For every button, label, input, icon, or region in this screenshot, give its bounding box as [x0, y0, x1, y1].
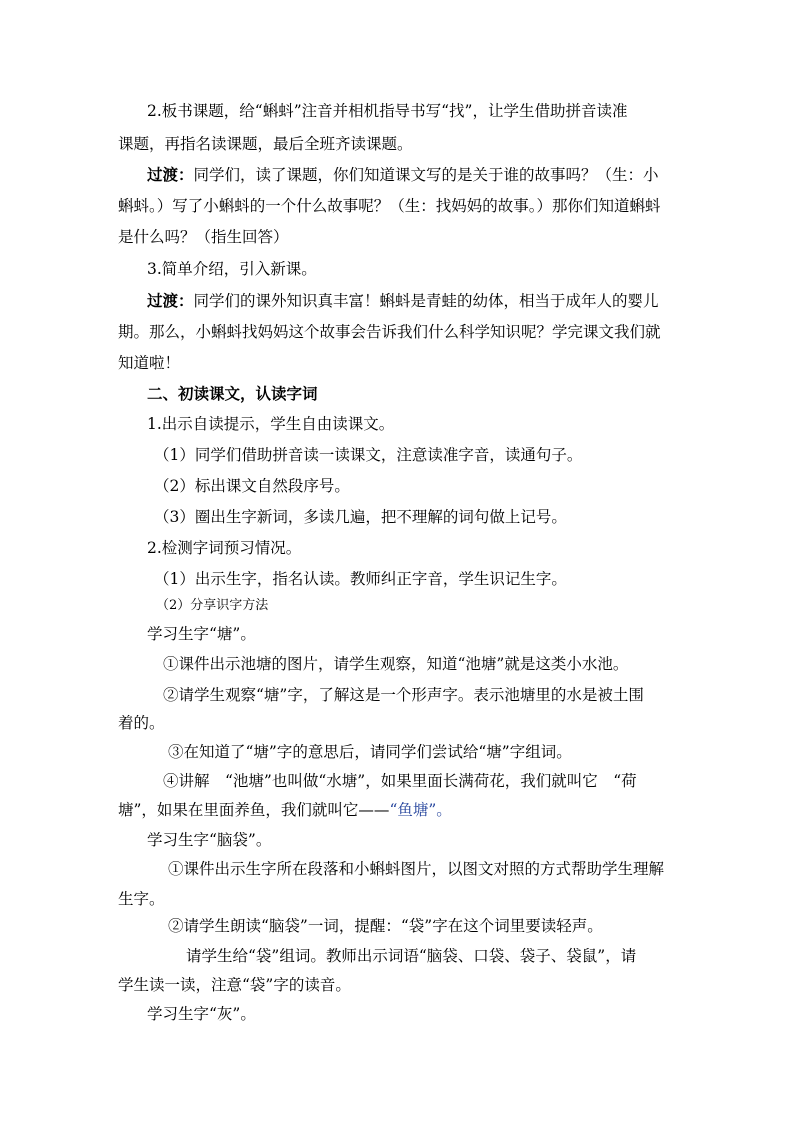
tang-item1: ①课件出示池塘的图片，请学生观察，知道“池塘”就是这类小水池。 — [163, 655, 629, 673]
p1-line1: 2.板书课题，给“蝌蚪”注音并相机指导书写“找”，让学生借助拼音读准 — [147, 102, 628, 120]
s2-line2: （1）同学们借助拼音读一读课文，注意读准字音，读通句子。 — [154, 446, 583, 464]
p3-line1: 3.简单介绍，引入新课。 — [147, 260, 317, 278]
s2-line6: （1）出示生字，指名认读。教师纠正字音，学生识记生字。 — [154, 570, 567, 588]
naodai-item3-line1: 请学生给“袋”组词。教师出示词语“脑袋、口袋、袋子、袋鼠”，请 — [186, 947, 637, 965]
tang-item2-line1: ②请学生观察“塘”字，了解这是一个形声字。表示池塘里的水是被土围 — [163, 686, 644, 704]
section-heading: 二、初读课文，认读字词 — [147, 384, 318, 403]
p4-line1-text: 同学们的课外知识真丰富！蝌蚪是青蛙的幼体，相当于成年人的婴儿 — [193, 292, 659, 310]
s2-line1: 1.出示自读提示，学生自由读课文。 — [147, 415, 395, 433]
tang-item4-text: 塘”，如果在里面养鱼，我们就叫它—— — [118, 801, 390, 819]
naodai-item3-line2: 学生读一读，注意“袋”字的读音。 — [118, 976, 351, 994]
tang-item2-line2: 着的。 — [118, 714, 165, 732]
s2-line5: 2.检测字词预习情况。 — [147, 539, 302, 557]
p4-line3: 知道啦！ — [118, 354, 181, 372]
tang-item4-line1: ④讲解 “池塘”也叫做“水塘”，如果里面长满荷花，我们就叫它 “荷 — [163, 772, 637, 790]
yutang-word: “鱼塘”。 — [389, 801, 452, 819]
naodai-title: 学习生字“脑袋”。 — [147, 831, 272, 849]
naodai-item2: ②请学生朗读“脑袋”一词，提醒：“袋”字在这个词里要读轻声。 — [168, 917, 603, 935]
p2-line1-text: 同学们，读了课题，你们知道课文写的是关于谁的故事吗？（生：小 — [193, 166, 659, 184]
s2-line3: （2）标出课文自然段序号。 — [154, 477, 350, 495]
naodai-item1-line1: ①课件出示生字所在段落和小蝌蚪图片，以图文对照的方式帮助学生理解 — [168, 860, 665, 878]
transition-label: 过渡： — [147, 165, 194, 184]
s2-line4: （3）圈出生字新词，多读几遍，把不理解的词句做上记号。 — [154, 508, 567, 526]
tang-item4-line2 — [118, 800, 452, 820]
p2-line1 — [147, 165, 659, 185]
p1-line2: 课题，再指名读课题，最后全班齐读课题。 — [118, 135, 413, 153]
hui-title: 学习生字“灰”。 — [147, 1005, 256, 1023]
s2-line7: （2）分享识字方法 — [156, 598, 269, 613]
tang-title: 学习生字“塘”。 — [147, 625, 256, 643]
naodai-item1-line2: 生字。 — [118, 890, 165, 908]
p4-line1 — [147, 291, 659, 311]
p2-line2: 蝌蚪。）写了小蝌蚪的一个什么故事呢？（生：找妈妈的故事。）那你们知道蝌蚪 — [118, 197, 661, 215]
transition-label: 过渡： — [147, 291, 194, 310]
p2-line3: 是什么吗？（指生回答） — [118, 228, 289, 246]
tang-item3: ③在知道了“塘”字的意思后，请同学们尝试给“塘”字组词。 — [168, 743, 572, 761]
p4-line2: 期。那么，小蝌蚪找妈妈这个故事会告诉我们什么科学知识呢？学完课文我们就 — [118, 323, 661, 341]
